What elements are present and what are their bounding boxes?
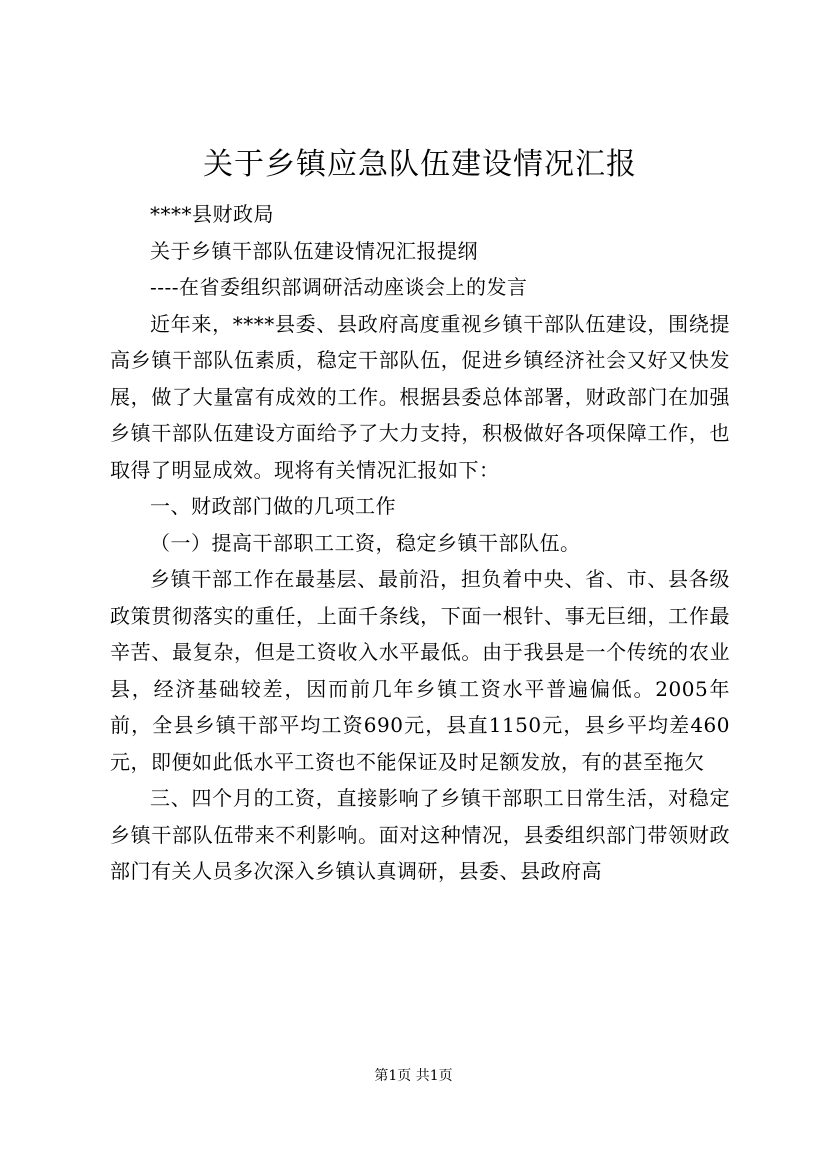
subtitle-line: ----在省委组织部调研活动座谈会上的发言 xyxy=(150,275,528,299)
intro-paragraph: 近年来，****县委、县政府高度重视乡镇干部队伍建设，围绕提高乡镇干部队伍素质，稳定干部队伍，促进乡镇经济社会又好又快发展，做了大量富有成效的工作。根据县委总体部署，财政部门在加强乡镇干部队伍建设方面给予了大力支持，积极做好各项保障工作，也取得了明显成效。现将有关情况汇报如下： xyxy=(110,311,730,482)
document-page xyxy=(110,140,730,890)
section-heading: 一、财政部门做的几项工作 xyxy=(150,494,396,518)
document-title: 关于乡镇应急队伍建设情况汇报 xyxy=(203,147,637,182)
issuer-line: ****县财政局 xyxy=(150,202,274,226)
page-footer: 第1页 共1页 xyxy=(374,1068,453,1084)
body-paragraph: 乡镇干部工作在最基层、最前沿，担负着中央、省、市、县各级政策贯彻落实的重任，上面千条线，下面一根针、事无巨细，工作最辛苦、最复杂，但是工资收入水平最低。由于我县是一个传统的农业县，经济基础较差，因而前几年乡镇工资水平普遍偏低。2005年前，全县乡镇干部平均工资690元，县直1150元，县乡平均差460元，即便如此低水平工资也不能保证及时足额发放，有的甚至拖欠 xyxy=(110,567,730,774)
outline-title-line: 关于乡镇干部队伍建设情况汇报提纲 xyxy=(150,238,478,263)
body-paragraph: 三、四个月的工资，直接影响了乡镇干部职工日常生活，对稳定乡镇干部队伍带来不利影响。面对这种情况，县委组织部门带领财政部门有关人员多次深入乡镇认真调研，县委、县政府高 xyxy=(110,786,730,883)
subsection-heading: （一）提高干部职工工资，稳定乡镇干部队伍。 xyxy=(150,530,581,555)
